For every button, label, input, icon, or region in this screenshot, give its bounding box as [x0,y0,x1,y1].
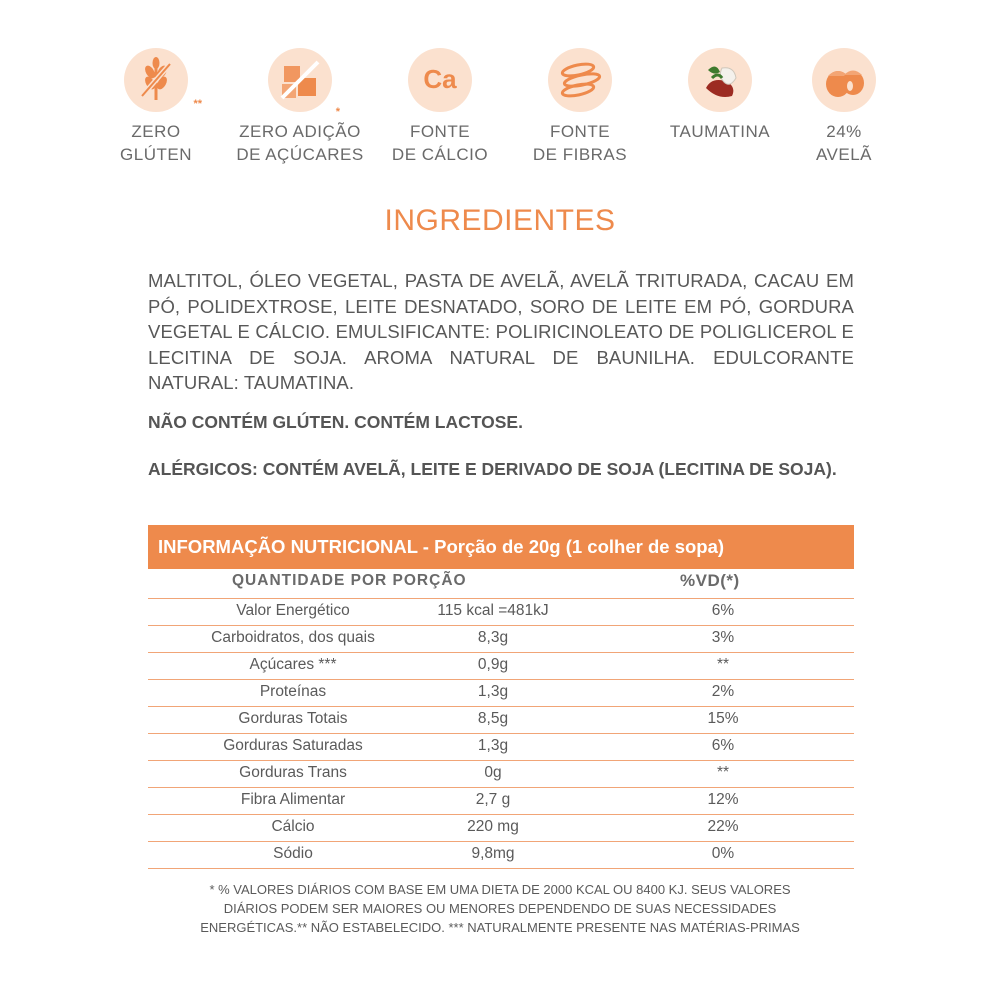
table-row [148,814,854,841]
fiber-icon [548,48,612,112]
nutrient-name: Proteínas [259,683,327,700]
nutrient-vd: 22% [707,818,739,835]
column-header-vd: %VD(*) [680,571,740,590]
footnote [0,880,1000,937]
nutrient-vd: ** [716,656,730,673]
nutrient-amount: 9,8mg [471,845,515,862]
nutrient-name: Açúcares *** [249,656,337,673]
nutrient-amount: 1,3g [477,737,509,754]
nutrition-table [148,598,854,869]
table-row [148,841,854,869]
ingredients-title: INGREDIENTES [384,204,616,237]
table-row [148,652,854,679]
nutrient-vd: 0% [711,845,735,862]
column-header-quantity: QUANTIDADE POR PORÇÃO [232,572,467,589]
nutrient-amount: 8,3g [477,629,509,646]
table-row [148,787,854,814]
badge-label: FONTE DE CÁLCIO [391,122,489,164]
table-row [148,679,854,706]
nutrient-amount: 2,7 g [475,791,511,808]
sugar-cubes-crossed-icon [268,48,340,118]
nutrient-name: Gorduras Trans [239,764,347,781]
nutrient-name: Valor Energético [236,602,350,619]
badge-hazelnut [774,48,914,166]
badge-mark: ** [193,98,202,110]
nutrient-vd: 6% [711,737,735,754]
footnote-line: DIÁRIOS PODEM SER MAIORES OU MENORES DEPENDENDO DE SUAS NECESSIDADES [223,901,777,916]
badge-fiber [510,48,650,166]
table-row [148,706,854,733]
badge-mark: * [335,106,340,118]
nutrient-vd: 15% [707,710,739,727]
badge-calcium [370,48,510,166]
badge-zero-gluten [86,48,226,166]
nutrient-amount: 0,9g [477,656,509,673]
table-row [148,760,854,787]
badges-row [108,48,892,178]
ingredients-text: MALTITOL, ÓLEO VEGETAL, PASTA DE AVELÃ, AVELÃ TRITURADA, CACAU EM PÓ, POLIDEXTROSE, LEITE DESNATADO, SORO DE LEITE EM PÓ, GORDURA VEGETAL E CÁLCIO. EMULSIFICANTE: POLIRICINOLEATO DE POLIGLICEROL E LECITINA DE SOJA. AROMA NATURAL DE BAUNILHA. EDULCORANTE NATURAL: TAUMATINA. [148,270,854,393]
nutrition-header-text: INFORMAÇÃO NUTRICIONAL - Porção de 20g (1 colher de sopa) [158,536,725,557]
ingredients-gluten-lactose-notice: NÃO CONTÉM GLÚTEN. CONTÉM LACTOSE. [148,412,523,432]
nutrient-vd: 6% [711,602,735,619]
nutrient-amount: 115 kcal =481kJ [437,602,549,619]
nutrient-name: Sódio [273,845,313,862]
nutrient-name: Fibra Alimentar [240,791,346,808]
nutrient-name: Gorduras Saturadas [223,737,363,754]
nutrient-name: Gorduras Totais [238,710,348,727]
badge-label: ZERO ADIÇÃO DE AÇÚCARES [236,122,364,164]
nutrient-name: Carboidratos, dos quais [211,629,375,646]
nutrition-header [148,525,854,569]
calcium-symbol: Ca [423,64,457,94]
nutrient-vd: 2% [711,683,735,700]
badge-label: FONTE DE FIBRAS [532,122,628,164]
nutrient-vd: 3% [711,629,735,646]
footnote-line: * % VALORES DIÁRIOS COM BASE EM UMA DIETA DE 2000 KCAL OU 8400 KJ. SEUS VALORES [209,882,791,897]
badge-label: 24% AVELÃ [815,122,873,164]
badge-zero-sugar [230,48,370,166]
nutrient-vd: 12% [707,791,739,808]
nutrient-amount: 1,3g [477,683,509,700]
allergens-notice: ALÉRGICOS: CONTÉM AVELÃ, LEITE E DERIVADO DE SOJA (LECITINA DE SOJA). [148,459,837,479]
table-row [148,625,854,652]
badge-thaumatin [650,48,790,143]
nutrient-amount: 8,5g [477,710,509,727]
nutrient-name: Cálcio [271,818,315,835]
nutrient-amount: 220 mg [467,818,519,835]
nutrient-vd: ** [716,764,730,781]
table-row [148,598,854,625]
footnote-line: ENERGÉTICAS.** NÃO ESTABELECIDO. *** NATURALMENTE PRESENTE NAS MATÉRIAS-PRIMAS [200,920,800,935]
table-row [148,733,854,760]
thaumatin-fruit-icon [688,48,752,112]
wheat-crossed-icon [124,48,202,112]
badge-label: ZERO GLÚTEN [120,122,192,164]
nutrient-amount: 0g [484,764,502,781]
badge-label: TAUMATINA [669,122,771,141]
hazelnut-icon [812,48,876,112]
calcium-icon [408,48,472,112]
